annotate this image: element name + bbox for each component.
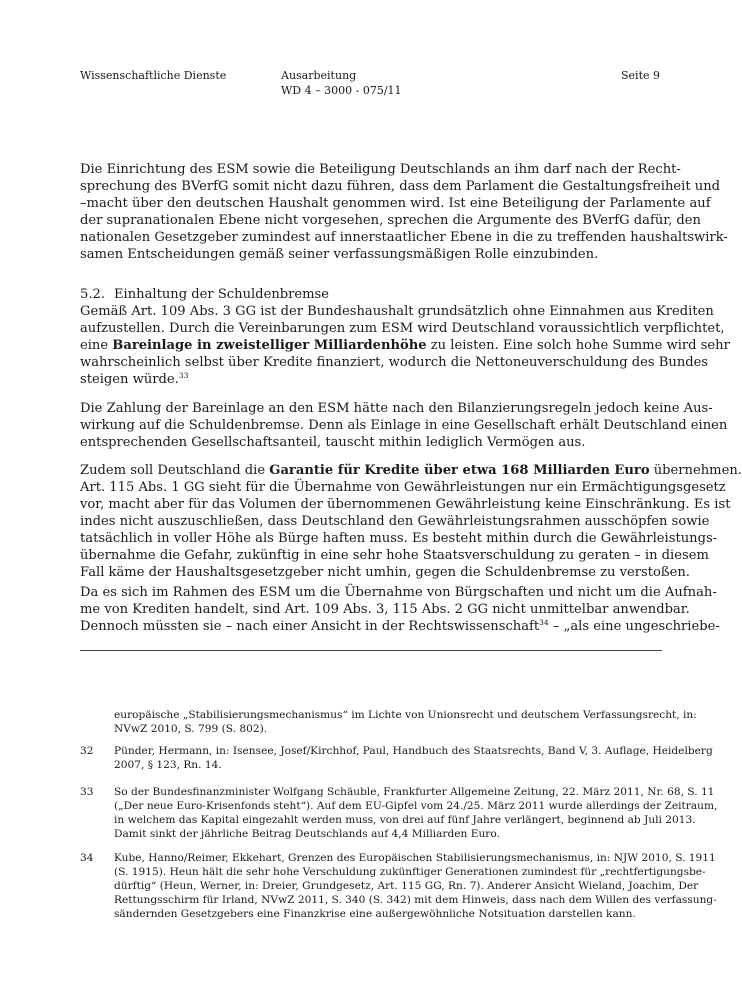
footnote-ref[interactable]: 33 [178, 371, 189, 380]
footnote-text [114, 708, 697, 736]
footnote-text [114, 785, 718, 841]
text-line: Gemäß Art. 109 Abs. 3 GG ist der Bundeshaushalt grundsätzlich ohne Einnahmen aus Krediten [80, 304, 714, 319]
section-title: Einhaltung der Schuldenbremse [114, 287, 330, 302]
text-fragment: eine [80, 338, 113, 353]
text-line: wirkung auf die Schuldenbremse. Denn als Einlage in eine Gesellschaft erhält Deutschland einen [80, 418, 728, 433]
text-line: Art. 115 Abs. 1 GG sieht für die Übernahme von Gewährleistungen nur ein Ermächtigungsgesetz [80, 480, 726, 495]
text-line: me von Krediten handelt, sind Art. 109 Abs. 3, 115 Abs. 2 GG nicht unmittelbar anwendbar. [80, 602, 690, 617]
header-institution: Wissenschaftliche Dienste [80, 69, 227, 82]
header-doc-id: WD 4 – 3000 - 075/11 [281, 84, 402, 97]
page-header [80, 68, 660, 108]
bold-emphasis: Bareinlage in zweistelliger Milliardenhöhe [112, 338, 427, 353]
paragraph-garantie [80, 462, 742, 581]
text-line: übernahme die Gefahr, zukünftig in eine sehr hohe Staatsverschuldung zu geraten – in diesem [80, 548, 709, 563]
text-fragment: – „als eine ungeschriebe- [548, 619, 720, 634]
bold-emphasis: Garantie für Kredite über etwa 168 Milliarden Euro [269, 463, 650, 478]
text-line [80, 371, 662, 388]
paragraph-esm-parliament [80, 161, 728, 263]
header-doc-type: Ausarbeitung [281, 69, 357, 82]
header-document-info [281, 68, 402, 98]
text-line: tatsächlich in voller Höhe als Bürge haften muss. Es besteht mithin durch die Gewährleistungs- [80, 531, 718, 546]
footnote-separator [80, 650, 662, 651]
text-line: wahrscheinlich selbst über Kredite finanziert, wodurch die Nettoneuverschuldung des Bundes [80, 355, 709, 370]
text-line: nationalen Gesetzgeber zumindest auf innerstaatlicher Ebene in die zu treffenden haushaltswirk- [80, 230, 728, 245]
footnote-line: (S. 1915). Heun hält die sehr hohe Verschuldung zukünftiger Generationen zumindest für „rechtfertigungsbe- [114, 866, 706, 878]
footnote-line: Damit sinkt der jährliche Beitrag Deutschlands auf 4,4 Milliarden Euro. [114, 828, 500, 840]
text-line: Die Einrichtung des ESM sowie die Beteiligung Deutschlands an ihm darf nach der Recht- [80, 162, 681, 177]
text-line: der supranationalen Ebene nicht vorgesehen, sprechen die Argumente des BVerfG dafür, den [80, 213, 701, 228]
text-fragment: übernehmen. [649, 463, 742, 478]
text-line: Fall käme der Haushaltsgesetzgeber nicht umhin, gegen die Schuldenbremse zu verstoßen. [80, 565, 690, 580]
footnote-line: 2007, § 123, Rn. 14. [114, 759, 222, 771]
footnote-continuation [80, 708, 697, 736]
footnote-number: 32 [80, 745, 94, 757]
footnote-number: 33 [80, 786, 94, 798]
text-line: samen Entscheidungen gemäß seiner verfassungsmäßigen Rolle einzubinden. [80, 247, 599, 262]
text-line: aufzustellen. Durch die Vereinbarungen zum ESM wird Deutschland voraussichtlich verpflichtet, [80, 321, 725, 336]
footnote-33 [80, 785, 718, 841]
footnote-34 [80, 851, 717, 921]
footnote-line: Pünder, Hermann, in: Isensee, Josef/Kirchhof, Paul, Handbuch des Staatsrechts, Band V, 3. Auflage, Heidelberg [114, 745, 713, 757]
text-fragment: Zudem soll Deutschland die [80, 463, 270, 478]
text-line: entsprechenden Gesellschaftsanteil, tauscht mithin lediglich Vermögen aus. [80, 435, 586, 450]
paragraph-bilanzierung [80, 400, 728, 451]
footnote-line: („Der neue Euro-Krisenfonds steht“). Auf dem EU-Gipfel vom 24./25. März 2011 wurde allerdings der Zeitraum, [114, 800, 718, 812]
footnote-text [114, 744, 713, 772]
footnote-line: europäische „Stabilisierungsmechanismus“ im Lichte von Unionsrecht und deutschem Verfassungsrecht, in: [114, 709, 697, 721]
text-line [80, 462, 742, 479]
paragraph-bareinlage [80, 303, 730, 388]
text-fragment: zu leisten. Eine solch hohe Summe wird sehr [426, 338, 730, 353]
text-fragment: steigen würde. [80, 372, 179, 387]
text-line: sprechung des BVerfG somit nicht dazu führen, dass dem Parlament die Gestaltungsfreiheit und [80, 179, 721, 194]
paragraph-buergschaften [80, 584, 720, 635]
text-line: vor, macht aber für das Volumen der übernommenen Gewährleistung keine Einschränkung. Es ist [80, 497, 731, 512]
section-heading [80, 286, 662, 303]
footnote-line: NVwZ 2010, S. 799 (S. 802). [114, 723, 268, 735]
footnote-text [114, 851, 717, 921]
section-number: 5.2. [80, 287, 105, 302]
footnote-line: dürftig“ (Heun, Werner, in: Dreier, Grundgesetz, Art. 115 GG, Rn. 7). Anderer Ansicht Wieland, Joachim, Der [114, 880, 699, 892]
footnote-line: Rettungsschirm für Irland, NVwZ 2011, S. 340 (S. 342) mit dem Hinweis, dass nach dem Willen des verfassung- [114, 894, 717, 906]
text-line: indes nicht auszuschließen, dass Deutschland den Gewährleistungsrahmen ausschöpfen sowie [80, 514, 710, 529]
text-line: Da es sich im Rahmen des ESM um die Übernahme von Bürgschaften und nicht um die Aufnah- [80, 585, 717, 600]
text-fragment: Dennoch müssten sie – nach einer Ansicht in der Rechtswissenschaft [80, 619, 540, 634]
footnote-32 [80, 744, 713, 772]
text-line: –macht über den deutschen Haushalt genommen wird. Ist eine Beteiligung der Parlamente auf [80, 196, 711, 211]
footnote-number: 34 [80, 852, 94, 864]
footnote-line: So der Bundesfinanzminister Wolfgang Schäuble, Frankfurter Allgemeine Zeitung, 22. März 2011, Nr. 68, S. 11 [114, 786, 715, 798]
footnote-line: in welchem das Kapital eingezahlt werden muss, von drei auf fünf Jahre verlängert, beginnend ab Juli 2013. [114, 814, 696, 826]
footnote-line: sändernden Gesetzgebers eine Finanzkrise eine außergewöhnliche Notsituation darstellen kann. [114, 908, 636, 920]
text-line [80, 337, 730, 354]
text-line [80, 618, 720, 635]
header-page-number: Seite 9 [621, 69, 660, 82]
text-line: Die Zahlung der Bareinlage an den ESM hätte nach den Bilanzierungsregeln jedoch keine Aus- [80, 401, 713, 416]
footnote-ref[interactable]: 34 [539, 618, 549, 627]
footnote-line: Kube, Hanno/Reimer, Ekkehart, Grenzen des Europäischen Stabilisierungsmechanismus, in: NJW 2010, S. 1911 [114, 852, 716, 864]
